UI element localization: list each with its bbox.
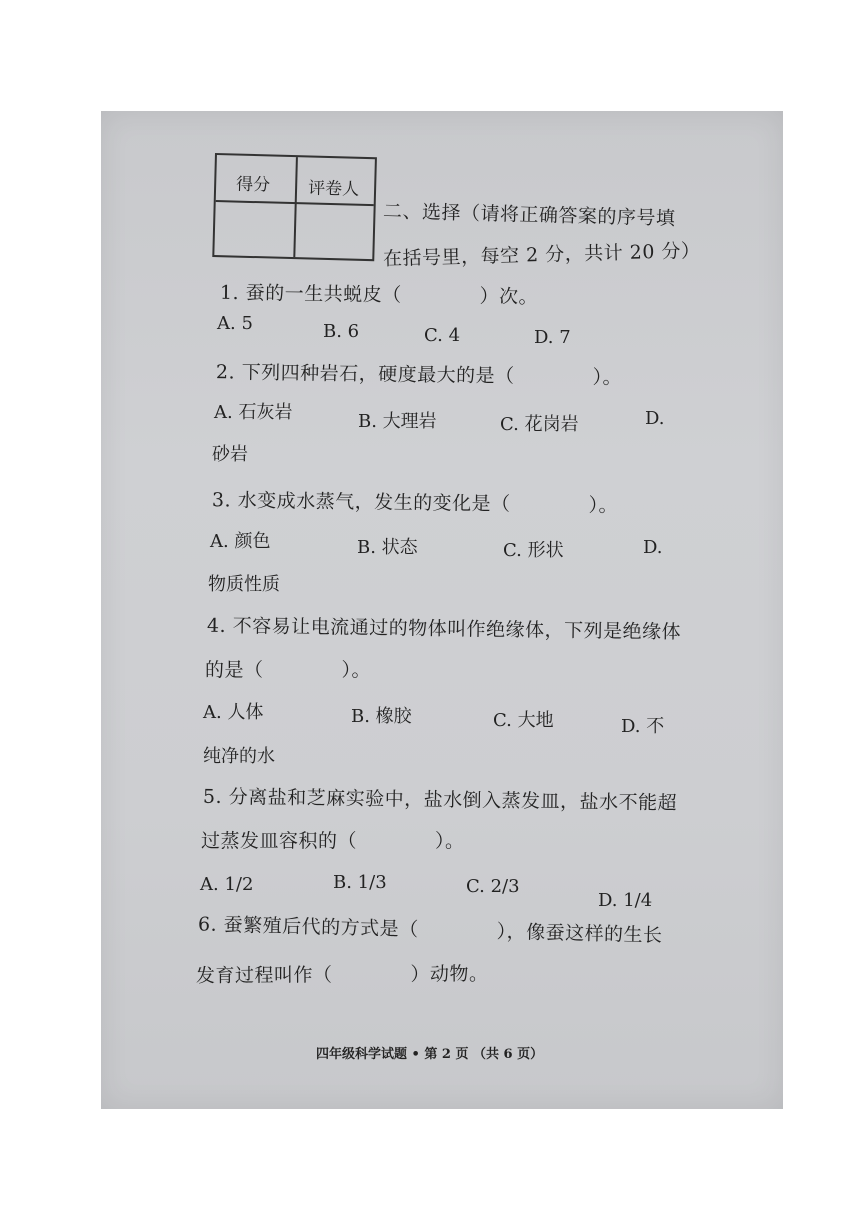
question-5-option-c: C. 2/3 <box>466 876 520 897</box>
question-3-option-a: A. 颜色 <box>210 531 271 552</box>
question-3-option-d: D. <box>643 537 663 558</box>
question-2-option-c: C. 花岗岩 <box>500 414 579 435</box>
question-2-option-d-text: 砂岩 <box>212 444 248 465</box>
question-4-option-b: B. 橡胶 <box>351 706 412 727</box>
question-5-stem-line1: 5. 分离盐和芝麻实验中，盐水倒入蒸发皿，盐水不能超 <box>202 785 678 815</box>
question-3-stem: 3. 水变成水蒸气，发生的变化是（ ）。 <box>211 489 619 517</box>
section-instructions: 在括号里，每空 2 分，共计 20 分） <box>382 239 701 271</box>
score-table <box>212 153 377 261</box>
question-4-option-c: C. 大地 <box>493 710 554 731</box>
score-header: 得分 <box>235 174 271 196</box>
question-5-option-d: D. 1/4 <box>598 890 653 911</box>
question-2-option-d: D. <box>645 408 665 429</box>
question-4-option-d: D. 不 <box>621 716 665 737</box>
grader-header: 评卷人 <box>307 178 360 200</box>
question-1-option-d: D. 7 <box>534 327 571 348</box>
question-6-stem-line2: 发育过程叫作（ ）动物。 <box>195 962 489 988</box>
question-4-option-a: A. 人体 <box>203 702 264 723</box>
question-1-option-a: A. 5 <box>217 313 253 334</box>
table-divider <box>293 157 298 257</box>
question-4-stem-line1: 4. 不容易让电流通过的物体叫作绝缘体，下列是绝缘体 <box>206 614 682 644</box>
question-5-option-b: B. 1/3 <box>333 872 387 893</box>
question-3-option-b: B. 状态 <box>357 537 418 558</box>
question-1-option-c: C. 4 <box>424 325 461 346</box>
page-footer: 四年级科学试题 • 第 2 页 （共 6 页） <box>316 1047 544 1062</box>
question-1-stem: 1. 蚕的一生共蜕皮（ ）次。 <box>219 281 539 309</box>
question-2-option-a: A. 石灰岩 <box>214 402 293 423</box>
question-3-option-c: C. 形状 <box>503 540 564 561</box>
question-4-option-d-text: 纯净的水 <box>203 746 275 767</box>
question-5-option-a: A. 1/2 <box>200 874 254 895</box>
question-3-option-d-text: 物质性质 <box>208 574 280 595</box>
question-5-stem-line2: 过蒸发皿容积的（ ）。 <box>201 830 465 852</box>
question-2-stem: 2. 下列四种岩石，硬度最大的是（ ）。 <box>215 361 623 389</box>
question-4-stem-line2: 的是（ ）。 <box>205 659 372 681</box>
question-2-option-b: B. 大理岩 <box>358 411 437 432</box>
section-title: 二、选择（请将正确答案的序号填 <box>382 200 676 230</box>
question-6-stem-line1: 6. 蚕繁殖后代的方式是（ ），像蚕这样的生长 <box>197 913 663 947</box>
question-1-option-b: B. 6 <box>323 321 360 342</box>
